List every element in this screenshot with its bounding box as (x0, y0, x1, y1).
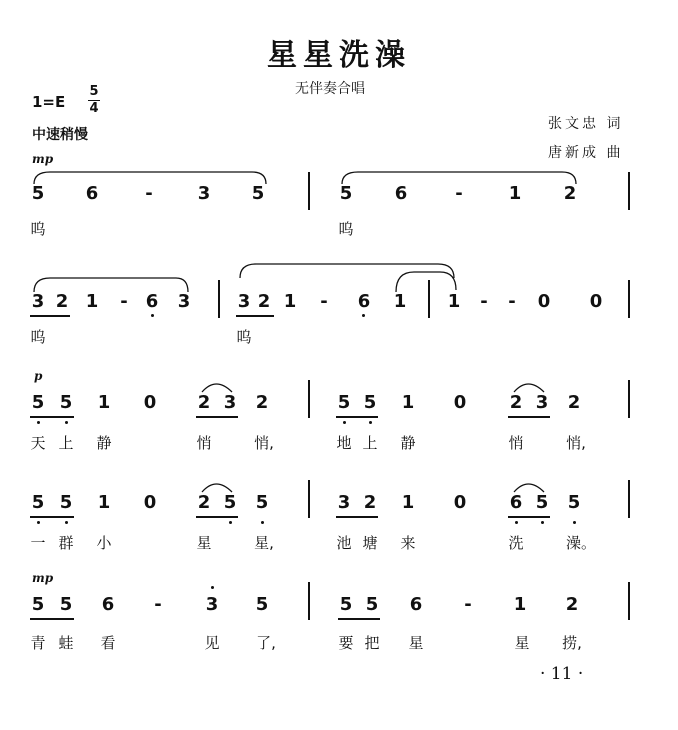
note: 2 (255, 392, 269, 413)
note: 3 (237, 291, 251, 312)
note: 1 (508, 183, 522, 204)
lyric: 地 (336, 434, 352, 452)
lyric: 了, (256, 634, 276, 652)
lyric: 见 (204, 634, 220, 652)
lyric: 小 (96, 534, 112, 552)
note: 5 (535, 492, 549, 513)
note: 5 (567, 492, 581, 513)
lyric: 把 (364, 634, 380, 652)
dynamic-marking-p: p (34, 369, 43, 383)
note: 6 (85, 183, 99, 204)
lyric: 呜 (30, 220, 46, 238)
note-dash: - (120, 291, 128, 312)
lyric: 青 (30, 634, 46, 652)
phrase-slur (342, 172, 576, 184)
lyric: 星 (408, 634, 424, 652)
time-sig-bottom: 4 (89, 101, 99, 116)
dynamic-marking-mp: mp (32, 152, 54, 166)
lyric: 洗 (508, 534, 524, 552)
note: 5 (59, 392, 73, 413)
lyric: 悄 (196, 434, 212, 452)
lyric: 天 (30, 434, 46, 452)
note: 5 (31, 183, 45, 204)
note: 6 (357, 291, 371, 312)
lyric: 呜 (30, 328, 46, 346)
song-subtitle: 无伴奏合唱 (295, 81, 365, 97)
note: 2 (363, 492, 377, 513)
note: 3 (31, 291, 45, 312)
lyric: 捞, (562, 634, 582, 652)
note-rest: 0 (143, 392, 157, 413)
note: 3 (205, 594, 219, 615)
short-slur (202, 384, 232, 392)
note-dash: - (464, 594, 472, 615)
lyric: 静 (96, 434, 112, 452)
note-rest: 0 (589, 291, 603, 312)
note: 1 (401, 492, 415, 513)
note: 6 (101, 594, 115, 615)
note: 3 (177, 291, 191, 312)
lyric: 呜 (338, 220, 354, 238)
note: 5 (339, 183, 353, 204)
lyric: 星 (514, 634, 530, 652)
key-signature: 1=E (32, 93, 66, 111)
short-slur (514, 384, 544, 392)
lyricist-credit: 张文忠 词 (548, 116, 624, 132)
note: 1 (513, 594, 527, 615)
note: 5 (59, 594, 73, 615)
phrase-slur (240, 264, 454, 278)
time-sig-top: 5 (89, 84, 99, 99)
lyric: 要 (338, 634, 354, 652)
note: 5 (365, 594, 379, 615)
short-slur (202, 484, 232, 492)
note-rest: 0 (143, 492, 157, 513)
note: 6 (394, 183, 408, 204)
note: 6 (145, 291, 159, 312)
composer-credit: 唐新成 曲 (548, 145, 624, 161)
note: 1 (85, 291, 99, 312)
lyric: 上 (362, 434, 378, 452)
lyric: 来 (400, 534, 416, 552)
note: 5 (255, 492, 269, 513)
note: 2 (563, 183, 577, 204)
note: 5 (31, 392, 45, 413)
note: 3 (535, 392, 549, 413)
lyric: 星, (254, 534, 274, 552)
note: 5 (255, 594, 269, 615)
lyric: 静 (400, 434, 416, 452)
note: 1 (97, 492, 111, 513)
note: 3 (337, 492, 351, 513)
note: 5 (59, 492, 73, 513)
lyric: 呜 (236, 328, 252, 346)
note: 1 (401, 392, 415, 413)
lyric: 悄, (566, 434, 586, 452)
note: 5 (337, 392, 351, 413)
note-dash: - (508, 291, 516, 312)
note: 6 (509, 492, 523, 513)
note: 5 (31, 492, 45, 513)
page-number: · 11 · (540, 664, 584, 684)
note: 5 (251, 183, 265, 204)
song-title: 星星洗澡 (267, 38, 411, 73)
lyric: 一 (30, 534, 46, 552)
lyric: 悄, (254, 434, 274, 452)
note: 1 (393, 291, 407, 312)
note: 6 (409, 594, 423, 615)
note: 1 (447, 291, 461, 312)
lyric: 群 (58, 534, 74, 552)
note-rest: 0 (537, 291, 551, 312)
note: 2 (197, 492, 211, 513)
note: 5 (223, 492, 237, 513)
lyric: 澡。 (566, 534, 597, 552)
tempo-marking: 中速稍慢 (32, 127, 88, 143)
lyric: 上 (58, 434, 74, 452)
lyric: 悄 (508, 434, 524, 452)
note: 5 (339, 594, 353, 615)
note-dash: - (320, 291, 328, 312)
note: 2 (197, 392, 211, 413)
note: 2 (55, 291, 69, 312)
note: 3 (223, 392, 237, 413)
dynamic-marking-mp-2: mp (32, 571, 54, 585)
note: 2 (257, 291, 271, 312)
note-dash: - (455, 183, 463, 204)
phrase-slur (34, 172, 266, 184)
note: 1 (283, 291, 297, 312)
note: 5 (31, 594, 45, 615)
note: 2 (567, 392, 581, 413)
lyric: 池 (336, 534, 352, 552)
note-rest: 0 (453, 492, 467, 513)
note: 1 (97, 392, 111, 413)
note-dash: - (480, 291, 488, 312)
short-slur (514, 484, 544, 492)
lyric: 蛙 (58, 634, 74, 652)
note-dash: - (154, 594, 162, 615)
note-rest: 0 (453, 392, 467, 413)
lyric: 塘 (362, 534, 378, 552)
tie-slur (396, 272, 456, 292)
lyric: 看 (100, 634, 116, 652)
lyric: 星 (196, 534, 212, 552)
note: 5 (363, 392, 377, 413)
note-dash: - (145, 183, 153, 204)
phrase-slur (34, 278, 188, 292)
note: 3 (197, 183, 211, 204)
note: 2 (509, 392, 523, 413)
note: 2 (565, 594, 579, 615)
